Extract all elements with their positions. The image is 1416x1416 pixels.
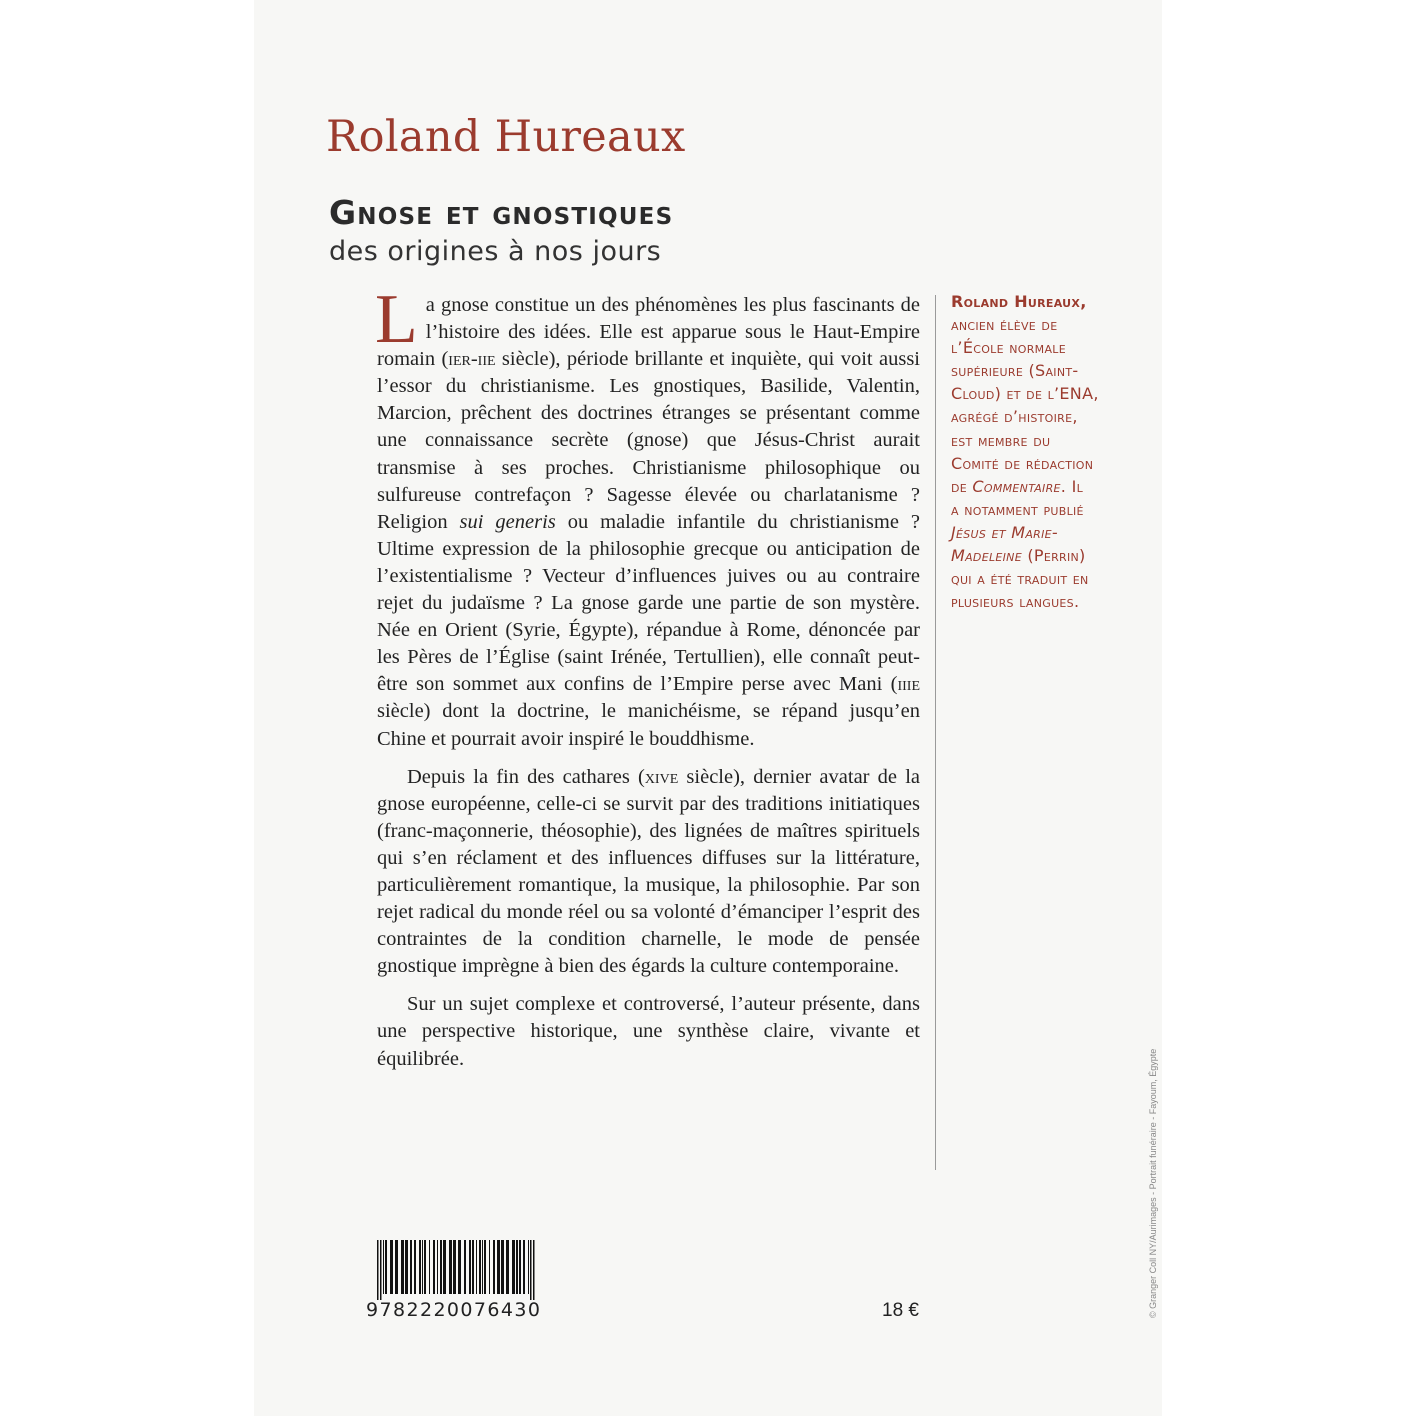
bio-line: Cloud) et de l’ENA, [951, 384, 1099, 404]
bio-line: Comité de rédaction [951, 453, 1094, 473]
bio-line: ancien élève de [951, 315, 1058, 335]
book-reference: Jésus et Marie- [951, 522, 1058, 542]
author-bio [951, 290, 1141, 613]
blurb [375, 281, 920, 1073]
blurb-text: siècle), dernier avatar de la gnose européenne, celle-ci se survit par des traditions initiatiques (franc-maçonnerie, théosophie), des lignées de maîtres spirituels qui s’en réclament et des influences diffuses sur la littérature, particulièrement romantique, la musique, la philosophie. Par son rejet radical du monde réel ou sa volonté d’émanciper l’esprit des contraintes de la condition charnelle, le mode de pensée gnostique imprègne à bien des égards la culture contemporaine. [377, 765, 920, 978]
author-name: Roland Hureaux [326, 112, 686, 162]
bio-line [951, 544, 1141, 567]
blurb-paragraph-1 [375, 281, 920, 753]
isbn-number: 9782220076430 [366, 1299, 542, 1321]
blurb-text: Depuis la fin des cathares ( [407, 765, 645, 788]
book-subtitle: des origines à nos jours [329, 236, 662, 267]
bio-author-name: Roland Hureaux, [951, 292, 1087, 311]
century-numeral: ier-iie [448, 348, 496, 371]
bio-text: (Perrin) [1021, 546, 1086, 566]
bio-line: supérieure (Saint- [951, 361, 1079, 381]
bio-line [951, 521, 1141, 544]
bio-text: de [951, 476, 973, 496]
blurb-text: ou maladie infantile du christianisme ? Ultime expression de la philosophie grecque ou anticipation de l’existentialisme ? Vecteur d’influences juives ou au contraire rejet du judaïsme ? La gnose garde une partie de son mystère. Née en Orient (Syrie, Égypte), répandue à Rome, dénoncée par les Pères de l’Église (saint Irénée, Tertullien), elle connaît peut-être son sommet aux confins de l’Empire perse avec Mani ( [377, 510, 920, 696]
bio-line: agrégé d’histoire, [951, 407, 1078, 427]
blurb-paragraph-2 [377, 764, 920, 981]
century-numeral: xive [644, 765, 679, 788]
bio-text: . Il [1060, 476, 1084, 496]
bio-line [951, 475, 1141, 498]
photo-credit: © Granger Coll NY/Aurimages - Portrait funéraire - Fayoum, Égypte [1148, 1048, 1158, 1318]
bio-line: qui a été traduit en [951, 569, 1089, 589]
bio-line: est membre du [951, 430, 1051, 450]
blurb-text: a gnose constitue un des phénomènes les plus fascinants de l’histoire des idées. Elle est apparue sous le Haut-Empire romain ( [377, 294, 920, 371]
price: 18 € [882, 1300, 919, 1321]
book-reference: Madeleine [951, 546, 1022, 566]
latin-phrase: sui generis [459, 510, 556, 533]
century-numeral: iiie [897, 673, 920, 696]
bio-line: plusieurs langues. [951, 592, 1080, 612]
bio-line: l’École normale [951, 338, 1066, 358]
column-divider [935, 295, 936, 1170]
blurb-text: siècle) dont la doctrine, le manichéisme, se répand jusqu’en Chine et pourrait avoir inspiré le bouddhisme. [377, 700, 920, 750]
blurb-paragraph-3: Sur un sujet complexe et controversé, l’auteur présente, dans une perspective historique, une synthèse claire, vivante et équilibrée. [377, 993, 920, 1070]
barcode-icon [375, 1240, 535, 1300]
drop-cap: L [375, 281, 418, 358]
bio-line: a notamment publié [951, 499, 1084, 519]
book-title: Gnose et gnostiques [329, 193, 674, 232]
blurb-text: siècle), période brillante et inquiète, qui voit aussi l’essor du christianisme. Les gnostiques, Basilide, Valentin, Marcion, prêchent des doctrines étranges se présentant comme une connaissance secrète (gnose) que Jésus-Christ aurait transmise à ses proches. Christianisme philosophique ou sulfureuse contrefaçon ? Sagesse élevée ou charlatanisme ? Religion [377, 348, 920, 533]
journal-title: Commentaire [972, 476, 1061, 496]
